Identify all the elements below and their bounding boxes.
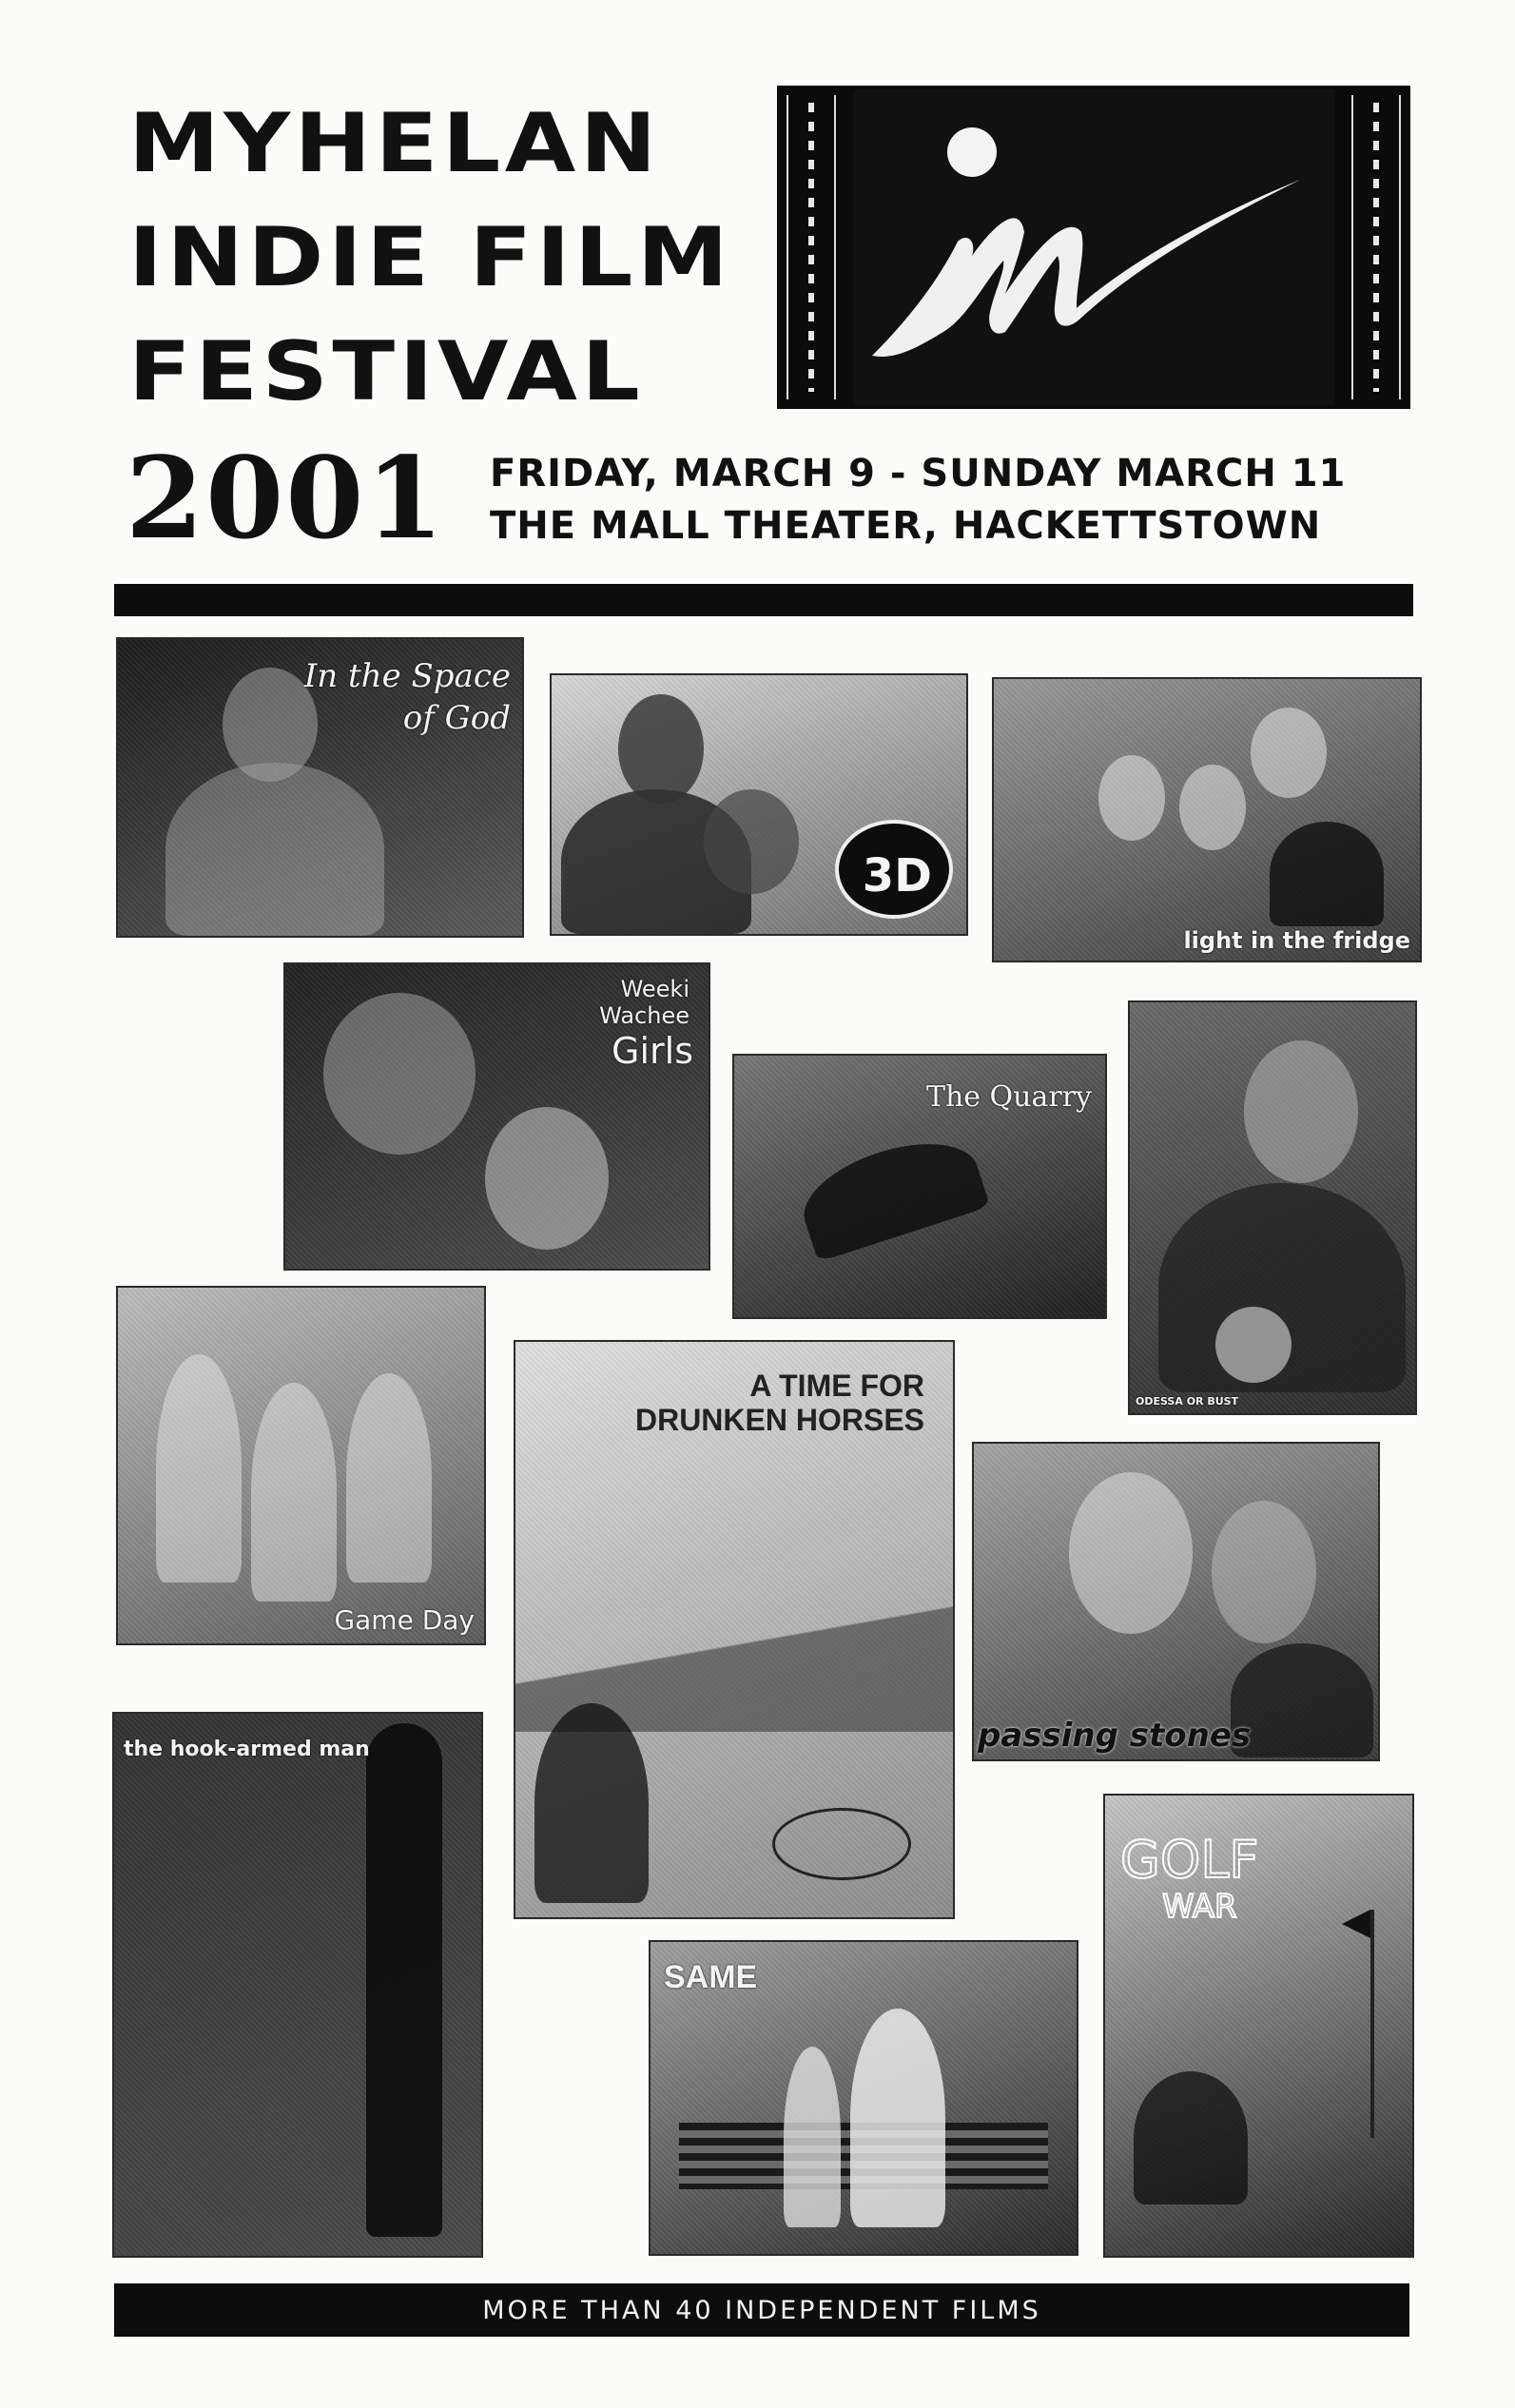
film-still-a-time-for-drunken-horses xyxy=(514,1340,955,1919)
figure-head xyxy=(1212,1501,1316,1643)
film-caption: SAME xyxy=(664,1959,758,1995)
figure-head xyxy=(1244,1040,1358,1183)
figure-silhouette xyxy=(165,763,384,936)
figure-silhouette xyxy=(534,1703,649,1903)
laurel-emblem-icon xyxy=(772,1808,911,1880)
film-caption: the hook-armed man xyxy=(124,1738,370,1761)
film-caption: 3D xyxy=(862,848,932,903)
film-still-in-the-space-of-god xyxy=(116,637,524,938)
film-still-same xyxy=(649,1940,1078,2256)
sprocket-left xyxy=(787,95,836,399)
header-rule xyxy=(114,584,1413,616)
film-caption: A TIME FOR xyxy=(749,1369,924,1403)
festival-dates: FRIDAY, MARCH 9 - SUNDAY MARCH 11 xyxy=(490,452,1347,495)
logo-panel xyxy=(853,89,1334,405)
figure-head xyxy=(618,694,704,804)
flag-pennant xyxy=(1342,1910,1370,1938)
figure-head xyxy=(1098,755,1165,841)
film-caption: Girls xyxy=(612,1030,693,1072)
sprocket-right xyxy=(1351,95,1401,399)
film-caption: GOLF xyxy=(1120,1830,1259,1890)
festival-title-line-1: MYHELAN xyxy=(128,96,661,191)
figure-silhouette xyxy=(850,2009,945,2227)
film-still-passing-stones xyxy=(972,1442,1380,1761)
festival-title-line-3: FESTIVAL xyxy=(128,324,645,419)
figure-head xyxy=(323,993,476,1155)
film-caption: passing stones xyxy=(978,1717,1252,1756)
figure-silhouette xyxy=(156,1354,242,1583)
film-still-the-hook-armed-man xyxy=(112,1712,483,2258)
figure-silhouette xyxy=(1134,2071,1248,2204)
figure-head xyxy=(704,789,799,894)
figure-head xyxy=(1179,765,1246,850)
figure-head xyxy=(1251,708,1327,798)
figure-silhouette xyxy=(792,1125,991,1262)
logo-mark-icon xyxy=(853,89,1334,405)
festival-year: 2001 xyxy=(126,432,446,564)
figure-head xyxy=(1215,1307,1292,1383)
film-still-golf-war xyxy=(1103,1794,1414,2258)
film-still-odessa-or-bust xyxy=(1128,1000,1417,1415)
figure-silhouette xyxy=(1231,1643,1373,1757)
figure-silhouette xyxy=(1270,822,1384,926)
film-caption: In the Space xyxy=(303,657,511,695)
film-caption: WAR xyxy=(1162,1888,1237,1926)
footer-tagline: MORE THAN 40 INDEPENDENT FILMS xyxy=(114,2283,1409,2337)
festival-venue: THE MALL THEATER, HACKETTSTOWN xyxy=(490,504,1322,548)
figure-silhouette xyxy=(784,2047,841,2227)
film-caption: Weeki xyxy=(620,976,690,1002)
festival-title-line-2: INDIE FILM xyxy=(128,210,733,305)
film-still-the-quarry xyxy=(732,1054,1107,1319)
film-still-game-day xyxy=(116,1286,486,1645)
film-caption: DRUNKEN HORSES xyxy=(634,1403,924,1437)
figure-silhouette xyxy=(251,1383,337,1602)
film-strip-logo-icon xyxy=(777,86,1410,409)
film-caption: The Quarry xyxy=(925,1080,1092,1114)
figure-silhouette xyxy=(346,1373,432,1583)
flag-icon xyxy=(1370,1910,1374,2138)
film-caption: Game Day xyxy=(334,1603,475,1636)
film-still-light-in-the-fridge xyxy=(992,677,1422,962)
film-caption: light in the fridge xyxy=(1183,926,1410,954)
film-caption: Wachee xyxy=(599,1002,690,1029)
figure-silhouette xyxy=(366,1723,442,2237)
film-still-3d xyxy=(550,673,968,936)
film-still-weeki-wachee-girls xyxy=(283,962,710,1271)
film-caption: of God xyxy=(402,699,511,737)
film-caption: ODESSA OR BUST xyxy=(1136,1395,1239,1408)
figure-head xyxy=(1069,1472,1193,1634)
figure-head xyxy=(485,1107,609,1250)
